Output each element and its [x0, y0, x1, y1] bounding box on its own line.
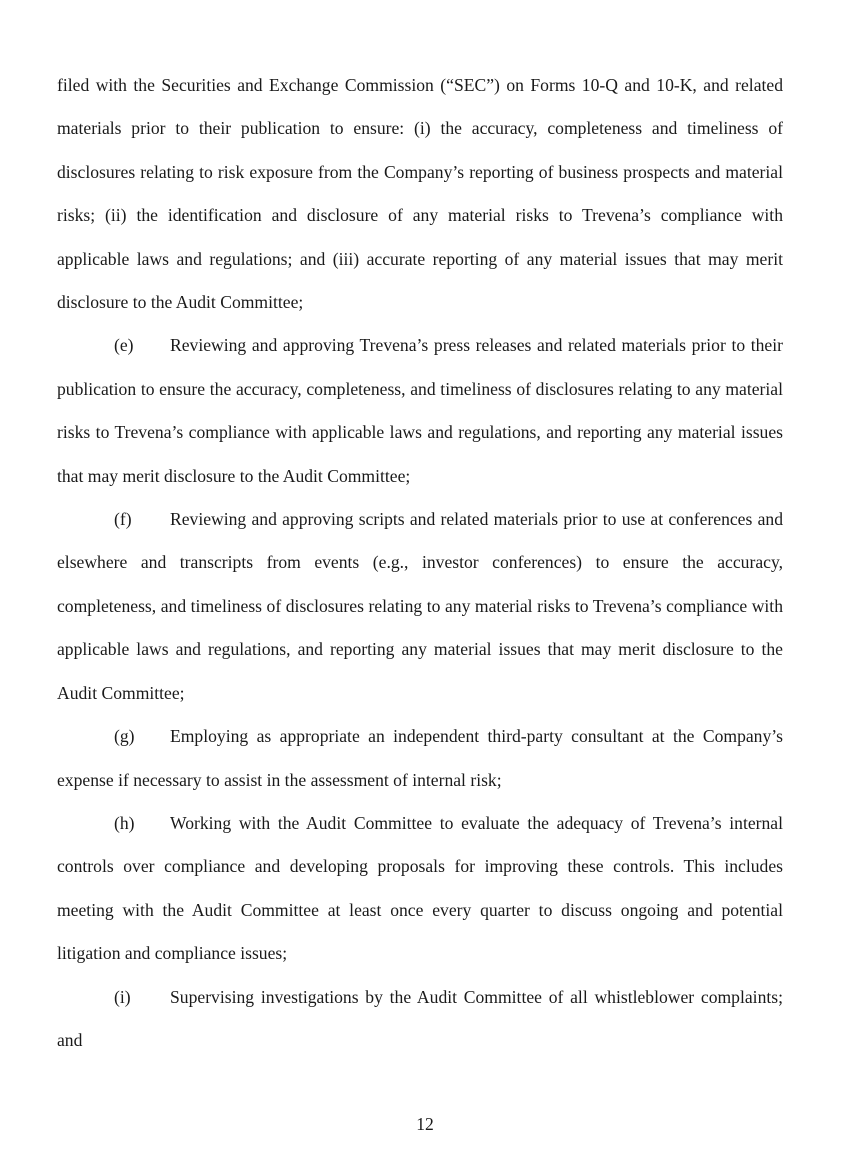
paragraph-text: Working with the Audit Committee to evaluate the adequacy of Trevena’s internal controls over compliance and developing proposals for improving these controls. This includes meeting with the Audit Committee at least once every quarter to discuss ongoing and potential litigation and compliance issues; [57, 812, 783, 964]
paragraph-text: filed with the Securities and Exchange Commission (“SEC”) on Forms 10-Q and 10-K, and related materials prior to their publication to ensure: (i) the accuracy, completeness and timeliness of disclosures relating to risk exposure from the Company’s reporting of business prospects and material risks; (ii) the identification and disclosure of any material risks to Trevena’s compliance with applicable laws and regulations; and (iii) accurate reporting of any material issues that may merit disclosure to the Audit Committee; [57, 75, 783, 313]
paragraph-item-e [57, 324, 783, 498]
paragraph-text: Reviewing and approving scripts and related materials prior to use at conferences and elsewhere and transcripts from events (e.g., investor conferences) to ensure the accuracy, completeness, and timeliness of disclosures relating to any material risks to Trevena’s compliance with applicable laws and regulations, and reporting any material issues that may merit disclosure to the Audit Committee; [57, 509, 783, 703]
paragraph-item-i [57, 976, 783, 1063]
item-label: (f) [114, 509, 132, 530]
item-label: (i) [114, 986, 131, 1007]
paragraph-item-h [57, 802, 783, 976]
paragraph-text: Supervising investigations by the Audit Committee of all whistleblower complaints; and [57, 986, 783, 1050]
item-label: (g) [114, 726, 135, 747]
paragraph-item-g [57, 715, 783, 802]
paragraph-continuation [57, 64, 783, 324]
paragraph-item-f [57, 498, 783, 715]
paragraph-text: Employing as appropriate an independent third-party consultant at the Company’s expense if necessary to assist in the assessment of internal risk; [57, 726, 783, 790]
document-body [57, 64, 783, 1062]
paragraph-text: Reviewing and approving Trevena’s press releases and related materials prior to their publication to ensure the accuracy, completeness, and timeliness of disclosures relating to any material risks to Trevena’s compliance with applicable laws and regulations, and reporting any material issues that may merit disclosure to the Audit Committee; [57, 335, 783, 486]
item-label: (e) [114, 335, 134, 356]
page-number: 12 [416, 1114, 434, 1134]
item-label: (h) [114, 812, 135, 833]
